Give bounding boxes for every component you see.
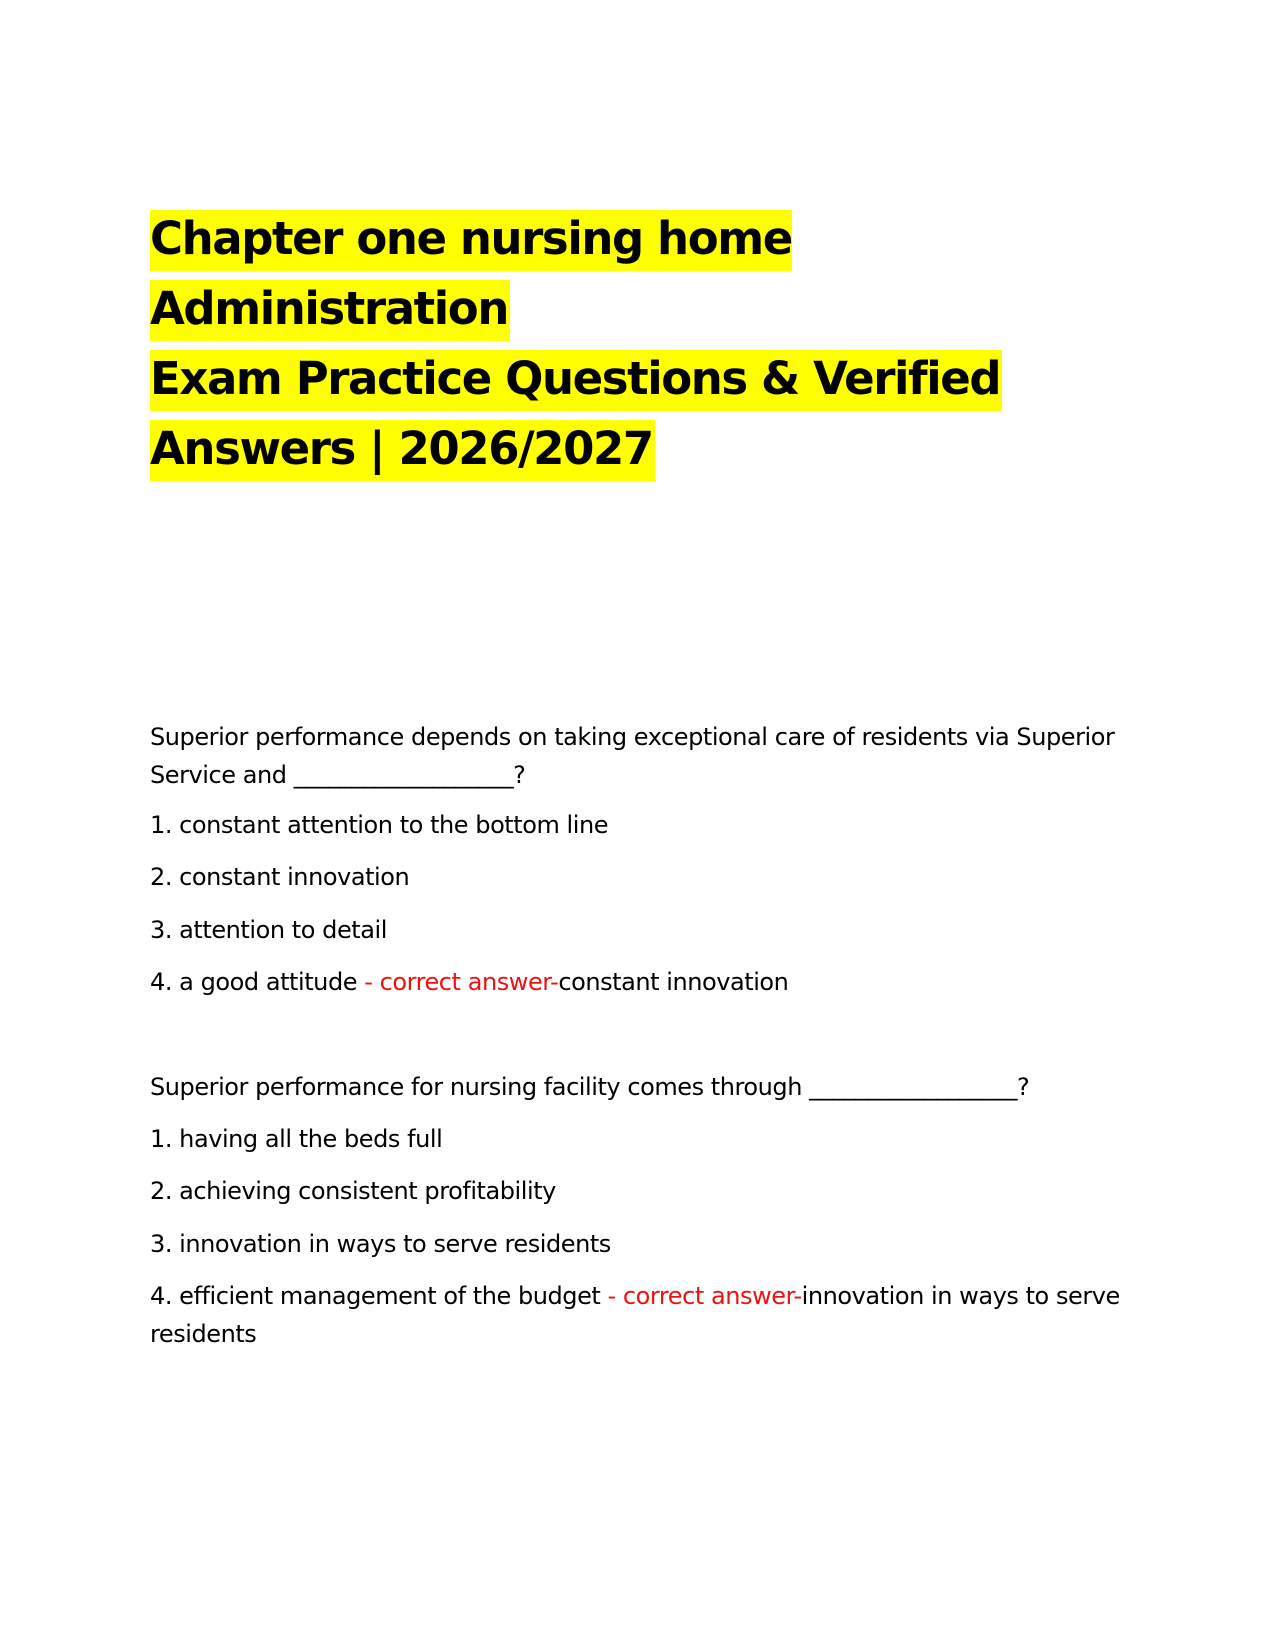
question-1-prompt: Superior performance depends on taking exceptional care of residents via Superior Service and ___________________? (150, 723, 1115, 789)
question-2-option-3: 3. innovation in ways to serve residents (150, 1230, 611, 1258)
correct-answer-marker: - correct answer- (364, 968, 559, 996)
correct-answer: constant innovation (558, 968, 789, 996)
title-line: Chapter one nursing home Administration (150, 210, 792, 341)
correct-answer: innovation in ways to serve residents (150, 1282, 1120, 1348)
question-2-option-1: 1. having all the beds full (150, 1125, 443, 1153)
question-1-option-4 (150, 963, 1140, 1001)
question-2-option-4 (150, 1277, 1140, 1353)
option-text: 4. a good attitude (150, 968, 365, 996)
question-2-option-2: 2. achieving consistent profitability (150, 1177, 556, 1205)
question-2-prompt: Superior performance for nursing facility comes through __________________? (150, 1073, 1030, 1101)
question-1-option-2: 2. constant innovation (150, 863, 410, 891)
title-line: Answers | 2026/2027 (150, 420, 655, 481)
title-line: Exam Practice Questions & Verified (150, 350, 1002, 411)
option-text: 4. efficient management of the budget (150, 1282, 608, 1310)
question-1-option-1: 1. constant attention to the bottom line (150, 811, 609, 839)
question-1-option-3: 3. attention to detail (150, 916, 387, 944)
correct-answer-marker: - correct answer- (607, 1282, 802, 1310)
document-title (150, 204, 1150, 484)
